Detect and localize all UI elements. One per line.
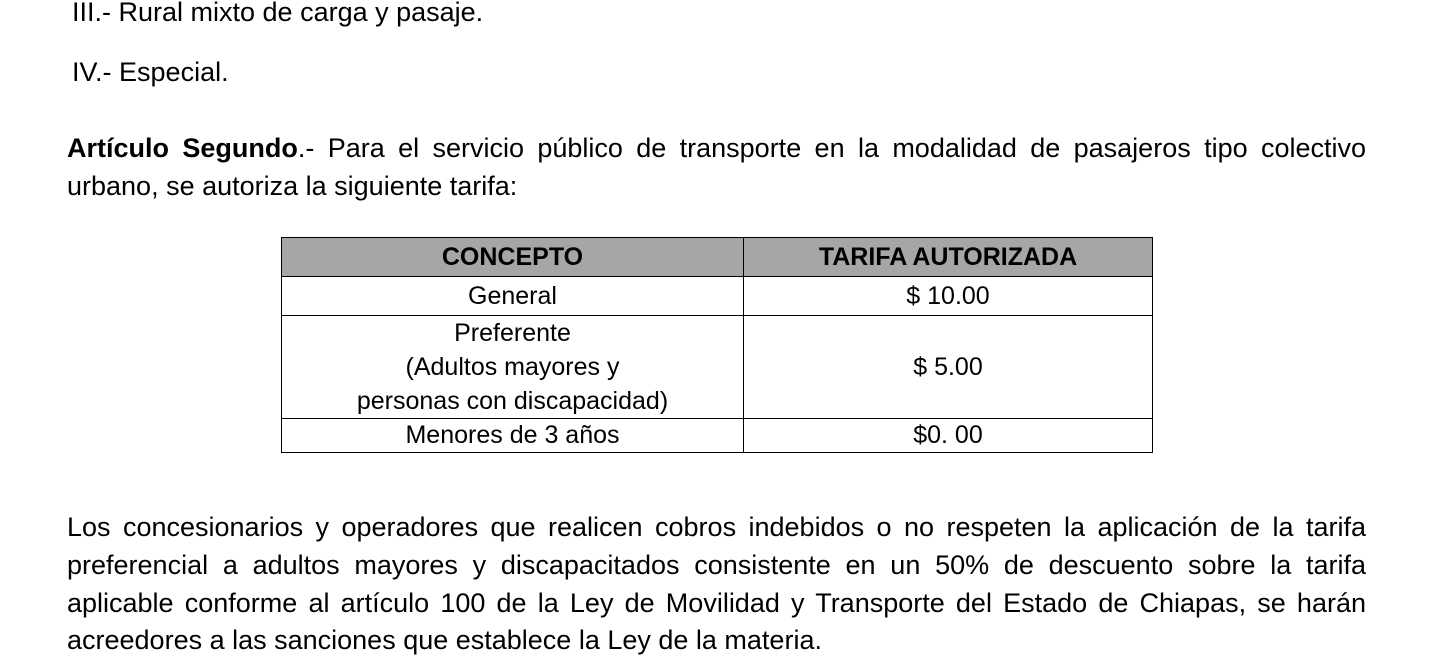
closing-paragraph-line-1: Los concesionarios y operadores que realicen cobros indebidos o no respeten la aplicación de la tarifa <box>67 512 1366 542</box>
table-row <box>282 419 1153 453</box>
table-header-row <box>282 238 1153 277</box>
concept-line: Preferente <box>454 319 571 347</box>
closing-paragraph-line-2: preferencial a adultos mayores y discapacitados consistente en un 50% de descuento sobre la tarifa <box>67 550 1366 580</box>
tariff-table <box>281 237 1153 453</box>
concept-line: personas con discapacidad) <box>356 387 669 415</box>
table-row <box>282 277 1153 316</box>
concept-cell: Menores de 3 años <box>282 419 744 453</box>
concept-cell <box>282 316 744 419</box>
closing-paragraph-line-3: aplicable conforme al artículo 100 de la Ley de Movilidad y Transporte del Estado de Chiapas, se harán <box>67 588 1366 618</box>
column-header-concept: CONCEPTO <box>282 238 744 277</box>
tariff-cell: $ 10.00 <box>744 277 1153 316</box>
closing-paragraph-line-4: acreedores a las sanciones que establece la Ley de la materia. <box>67 625 822 655</box>
article-paragraph-line-2: urbano, se autoriza la siguiente tarifa: <box>67 171 518 201</box>
list-item-4: IV.- Especial. <box>72 57 229 87</box>
list-item-3: III.- Rural mixto de carga y pasaje. <box>72 0 484 27</box>
concept-cell: General <box>282 277 744 316</box>
table-row <box>282 316 1153 419</box>
column-header-tariff: TARIFA AUTORIZADA <box>744 238 1153 277</box>
article-intro-text: .- Para el servicio público de transporte en la modalidad de pasajeros tipo colectivo <box>297 133 1366 163</box>
article-paragraph-line-1 <box>67 129 1366 167</box>
tariff-cell: $0. 00 <box>744 419 1153 453</box>
tariff-cell: $ 5.00 <box>744 316 1153 419</box>
concept-line: (Adultos mayores y <box>405 353 620 381</box>
article-heading: Artículo Segundo <box>67 133 298 163</box>
